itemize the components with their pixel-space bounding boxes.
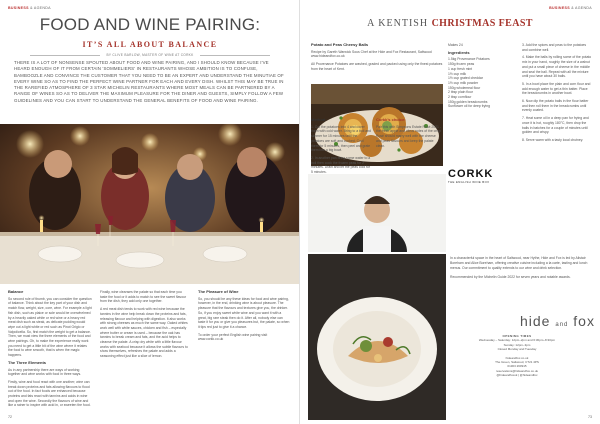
method-step-7: 7. Heat some oil in a deep pan for frying and once it is hot, roughly 180°C, then drop the balls in batches for a couple of minutes until golden and crispy. — [522, 116, 589, 135]
article-subtitle: IT’S ALL ABOUT BALANCE — [82, 40, 218, 49]
method-column-a — [311, 118, 371, 178]
ingredient-item: Sunflower oil for deep frying — [448, 104, 491, 109]
method-step-1: 1. Cut the potatoes into 4 and cover them with cold water. Bring to a boil and simmer for 15 minutes until the potatoes are soft and cooked. Cool them for 5 minutes, then peel and grate them into a big bowl. — [311, 124, 371, 153]
ingredient-item: 1 cup fresh mint — [448, 66, 473, 71]
restaurant-address: The Green, Saltwood, CT21 4PS — [495, 360, 539, 365]
opening-times-line: Wednesday – Saturday: 12pm–2pm and 6:30pm–8:30pm — [478, 338, 556, 343]
paragraph: As in any partnership there are ways of working together and wine works with food in three ways. — [8, 367, 82, 377]
restaurant-email[interactable]: reservations@hideandfox.co.uk — [495, 368, 539, 373]
method-step-8: 8. Serve warm with a tasty local chutney. — [522, 137, 584, 142]
chef-image — [308, 174, 446, 252]
paragraph: A red meat dish tends to work with red wine because the tannins in the wine help break down the proteins and fats, releasing flavour and helping with digestion. It also works with strong cheeses as much the same way. Oaked whites work well with white sauces, chicken and fish – especially where butter or cream is used – because the oak has tannins to break cream and fats, and the acid helps to cleanse the palate. A crisp dry white with a little flavour works with seafood because it allows the subtle flavours to show themselves, refreshes the palate and adds a seasoning effect just like a slice of lemon. — [100, 307, 188, 359]
corkk-choice — [376, 118, 442, 151]
feature-title-accent: CHRISTMAS FEAST — [431, 18, 533, 29]
corkk-logo-tagline: THE ENGLISH WINE BOX — [448, 180, 490, 184]
ingredient-item: 1.5kg Provenance Potatoes — [448, 57, 490, 62]
running-head-left: BUSINESS & AGENDA — [8, 6, 51, 10]
choice-text: Pair this with Simpsons Estate Rosé 2021 - the fresh apple and citrus notes of the crisp Rosé should marry well with the cheese and peas flavours and keep the palate clean. — [376, 124, 442, 148]
plated-dish-photo — [308, 254, 446, 420]
recipe-description: All Provenance Potatoes are washed, graded and packed using only the finest potatoes from the heart of Kent. — [311, 62, 443, 71]
hide-and-fox-wordmark: hide and fox — [520, 313, 595, 329]
opening-times-line: Sunday: 12pm–3pm — [503, 342, 531, 347]
choice-heading: Corkk’s choice: — [376, 117, 406, 122]
promo-text-awards: Recommended by the Michelin Guide 2022 for seven years and notable awards. — [450, 274, 571, 279]
promo-text: In a characterful space in the heart of Saltwood, near Hythe, Hide and Fox is led by Alistair Boreham and Alice Boreham, offering creative cuisine including a la carte, tasting and lunch menus. Our commitment to quality extends to our wine and drink selection. — [450, 256, 588, 270]
ingredient-item: 150g frozen peas — [448, 62, 475, 67]
restaurant-details — [450, 334, 584, 378]
ingredient-item: 1½ cup milk — [448, 71, 467, 76]
paragraph: Firstly, wine and food react with one another; wine can break down proteins and fats allowing flavours to flood out of the food. In fact foods are enhanced because proteins and fats react with tannins and acids in wine and open the wine. Secondly the flavours of wine and like a rainer to inspire with acid in, or sweeten the food. — [8, 379, 91, 408]
opening-times-line: Closed Monday and Tuesday — [497, 347, 537, 352]
article-column-3 — [198, 290, 290, 345]
dinner-party-image — [0, 124, 300, 284]
hide-and-fox-logo — [520, 313, 595, 329]
method-step-4: 4. Make the balls by rolling some of the potato mix in your hand, roughly the size of a walnut and put a small piece of cheese in the middle and seal the ball. Repeat with all the mixture until you have about 30 balls. — [522, 55, 592, 79]
recipe-byline: Recipe by Gareth Warwick Sous Chef at the Hide and Fox Restaurant, Saltwood www.hideandfox.co.uk — [311, 49, 432, 59]
chef-photo — [308, 174, 446, 252]
method-column-b — [522, 43, 592, 146]
paragraph: To order your perfect English wine pairing visit www.corkk.co.uk — [198, 332, 268, 342]
section-heading-pleasure: The Pleasure of Wine — [198, 289, 239, 294]
restaurant-social[interactable]: @hideandfoxuk | @hideandfox — [496, 373, 538, 378]
ingredient-item: 1½ cup milk powder — [448, 80, 479, 85]
corkk-logo-wordmark: CORKK — [448, 168, 494, 180]
method-step-2: 2. In another pan bring some water to a boil then cook the frozen peas for 2 minutes. Drain and let the peas cool for 5 minutes. — [311, 155, 371, 175]
recipe-title: Potato and Peas Cheesy Balls — [311, 42, 369, 47]
right-page — [300, 0, 600, 424]
method-step-5: 5. In a bowl place the plain and corn flour and add enough water to get a thin batter. Place the breadcrumbs in another bowl. — [522, 81, 591, 96]
article-intro: THERE IS A LOT OF NONSENSE SPOUTED ABOUT FOOD AND WINE PAIRING, AND I SHOULD KNOW BECAUSE I'VE HEARD ENOUGH OF IT FROM CERTAIN 'SOMMELIERS' IN RESTAURANTS WHOSE AMBITION IS TO CONFUSE, BAMBOOZLE AND CONVINCE THE CUSTOMER THAT YOU NEED TO BE AN EXPERT AND UNDERSTAND THE MINUTIAE OF EVERY WINE SO AS TO FIND THE PERFECT WINE PARTNER FOR EACH AND EVERY DISH. WHILST THIS MAY BE TRUE IN THE RAREFIED ATMOSPHERE OF 3 STAR MICHELIN RESTAURANTS WHERE MOST MEALS CAN BE PARTNERED BY A RANGE OF WINES SO AS TO DELIVER THE MAXIMUM PLEASURE FOR THE DINER AND GUESTS, SIMPLY FOLLOW A FEW GUIDELINES AND YOU CAN START TO UNDERSTAND THE GENERAL BENEFITS OF FOOD AND WINE PAIRING. — [14, 60, 284, 103]
feature-title-prefix: A KENTISH — [367, 18, 429, 29]
page-number-left: 72 — [8, 415, 12, 419]
running-head-right: BUSINESS & AGENDA — [549, 6, 592, 10]
page-number-right: 73 — [588, 415, 592, 419]
ingredient-item: 1½ cup grated cheddar — [448, 76, 483, 81]
ingredients-heading: Ingredients — [448, 49, 470, 55]
paragraph: Finally, wine cleanses the palate so that each time you taste the food or it adds to match to see the sweet flavour from the dish, they add only one together. — [100, 290, 187, 304]
plated-dish-image — [308, 254, 446, 420]
ingredients-column — [448, 43, 514, 109]
corkk-logo — [448, 168, 493, 184]
recipe-intro — [311, 43, 443, 75]
ingredient-item: 150g golden breadcrumbs — [448, 99, 488, 104]
method-step-3: 3. Add the spices and peas to the potatoes and combine well. — [522, 43, 587, 52]
ingredient-item: 150g wholemeal flour — [448, 85, 481, 90]
ingredient-item: 2 tbsp cornflour — [448, 95, 472, 100]
article-column-2 — [100, 290, 190, 362]
article-title: FOOD AND WINE PAIRING: — [39, 15, 261, 34]
ingredient-item: 2 tbsp plain flour — [448, 90, 473, 95]
opening-times-heading: OPENING TIMES — [502, 334, 532, 338]
section-heading-balance: Balance — [8, 289, 24, 294]
section-heading-three-elements: The Three Elements — [8, 359, 47, 365]
method-heading: Method — [311, 117, 326, 122]
restaurant-promo — [450, 256, 590, 280]
dinner-party-photo — [0, 124, 300, 284]
feature-title — [300, 18, 600, 29]
paragraph: So second rule of thumb, you can consider the question of balance. Think about the key part of your dish and match flow, weight, size, core, wine. For example a light fish dish, such as plaice or sole would be overwhelmed by a heavily oaked white or red wine or a heavy red meat dish such as steak, as delicate pudding would wipe out a light white or red such as Pinot Grigio or Valpolicella. So, first match the weight to get a balance. Then, we must view the three elements of the food and wine pairings. Oh, to make the experience really work you need to get a little bit of the wine where it relates the food to wine smooth, that is when the magic happens. — [8, 296, 92, 358]
method-step-6: 6. Now dip the potato balls in the flour batter and then roll them in the breadcrumbs until evenly coated. — [522, 99, 589, 113]
restaurant-website[interactable]: hideandfox.co.uk — [505, 355, 529, 360]
restaurant-phone: 01303 260915 — [507, 364, 527, 369]
recipe-yield: Makes 24 — [448, 43, 463, 47]
article-column-1 — [8, 290, 92, 411]
paragraph: So, you should be any these ideas for food and wine pairing, however, in the end, drinking wine is about pleasure. The pleasure that the flavours and textures give you, the drinker. So, if you enjoy sweet white wine and you want it with a great, big rare steak then do it. After all, nobody else can taste it for you or give you pleasures but, the palate, so when it tips red just to give it a chance. — [198, 296, 290, 329]
article-byline: BY CLIVE BARLOW, MASTER OF WINE AT CORKK — [0, 53, 300, 57]
